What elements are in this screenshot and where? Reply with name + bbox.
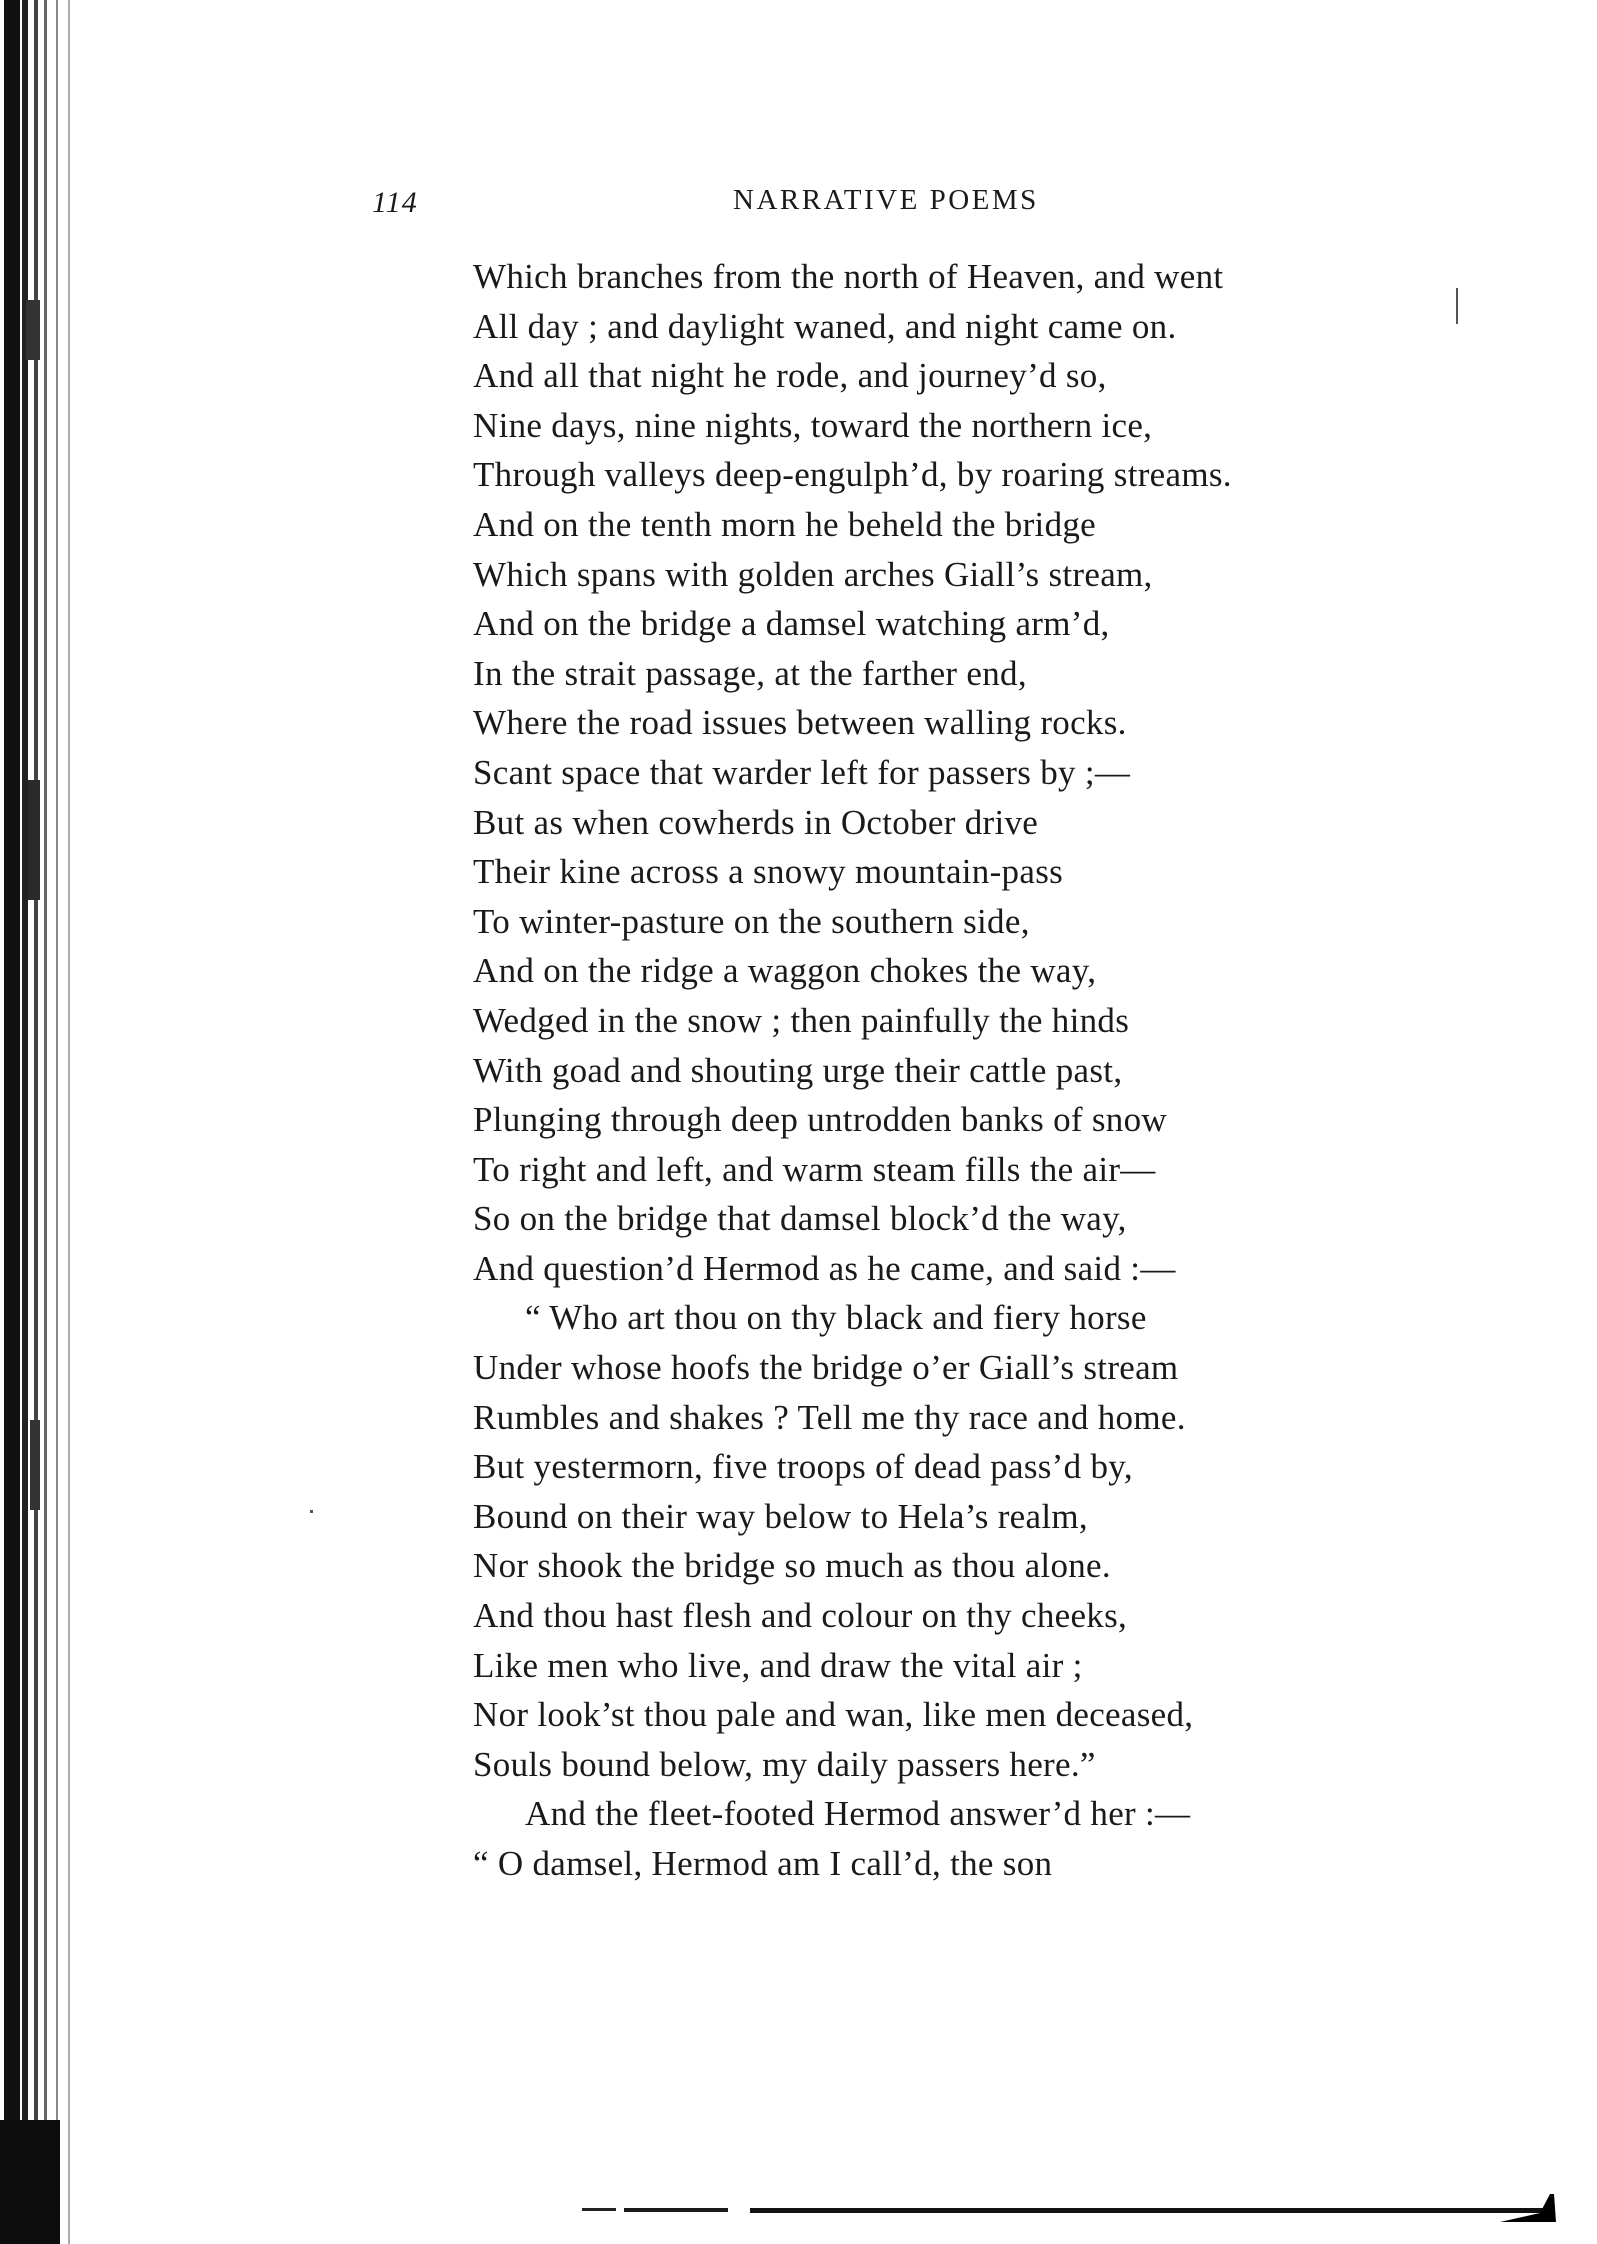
poem-text xyxy=(473,252,1473,1889)
poem-line: All day ; and daylight waned, and night came on. xyxy=(473,306,1177,346)
poem-line: Under whose hoofs the bridge o’er Giall’s stream xyxy=(473,1348,1179,1388)
poem-line: Plunging through deep untrodden banks of snow xyxy=(473,1100,1167,1140)
poem-line: Through valleys deep-engulph’d, by roaring streams. xyxy=(473,455,1232,495)
running-head xyxy=(0,180,1597,220)
poem-line: And all that night he rode, and journey’d so, xyxy=(473,356,1107,396)
poem-line: So on the bridge that damsel block’d the way, xyxy=(473,1199,1127,1239)
poem-line: And question’d Hermod as he came, and said :— xyxy=(473,1248,1176,1288)
poem-line: But as when cowherds in October drive xyxy=(473,802,1039,842)
page-number: 114 xyxy=(372,186,418,219)
poem-line: And on the ridge a waggon chokes the way, xyxy=(473,951,1097,991)
poem-line: Like men who live, and draw the vital air ; xyxy=(473,1645,1083,1685)
poem-line: Scant space that warder left for passers by ;— xyxy=(473,752,1131,792)
poem-line: With goad and shouting urge their cattle past, xyxy=(473,1050,1123,1090)
poem-line: Nine days, nine nights, toward the northern ice, xyxy=(473,405,1153,445)
poem-line: To winter-pasture on the southern side, xyxy=(473,901,1030,941)
poem-line: Nor look’st thou pale and wan, like men deceased, xyxy=(473,1695,1194,1735)
poem-line: Where the road issues between walling rocks. xyxy=(473,703,1127,743)
poem-line: Nor shook the bridge so much as thou alone. xyxy=(473,1546,1111,1586)
poem-line: Souls bound below, my daily passers here.” xyxy=(473,1744,1096,1784)
poem-line: And the fleet-footed Hermod answer’d her :— xyxy=(525,1794,1191,1834)
binding-edge-scan-artifact xyxy=(0,0,80,2244)
scan-speck xyxy=(310,1510,313,1513)
poem-line: To right and left, and warm steam fills the air— xyxy=(473,1149,1156,1189)
running-title: NARRATIVE POEMS xyxy=(733,184,1039,216)
poem-line: And thou hast flesh and colour on thy cheeks, xyxy=(473,1596,1128,1636)
poem-line: “ Who art thou on thy black and fiery horse xyxy=(525,1298,1147,1338)
poem-line: Which spans with golden arches Giall’s stream, xyxy=(473,554,1153,594)
poem-line: Wedged in the snow ; then painfully the hinds xyxy=(473,1000,1130,1040)
poem-line: Which branches from the north of Heaven, and went xyxy=(473,257,1224,296)
poem-line: Bound on their way below to Hela’s realm, xyxy=(473,1496,1088,1536)
poem-line: In the strait passage, at the farther end, xyxy=(473,653,1027,693)
poem-line: “ O damsel, Hermod am I call’d, the son xyxy=(473,1844,1053,1883)
poem-line: And on the tenth morn he beheld the bridge xyxy=(473,504,1096,544)
bottom-rule-scan-artifact xyxy=(560,2186,1560,2226)
poem-line: And on the bridge a damsel watching arm’d, xyxy=(473,604,1110,644)
poem-line: But yestermorn, five troops of dead pass’d by, xyxy=(473,1447,1133,1487)
poem-line: Their kine across a snowy mountain-pass xyxy=(473,852,1064,892)
poem-line: Rumbles and shakes ? Tell me thy race and home. xyxy=(473,1397,1186,1437)
